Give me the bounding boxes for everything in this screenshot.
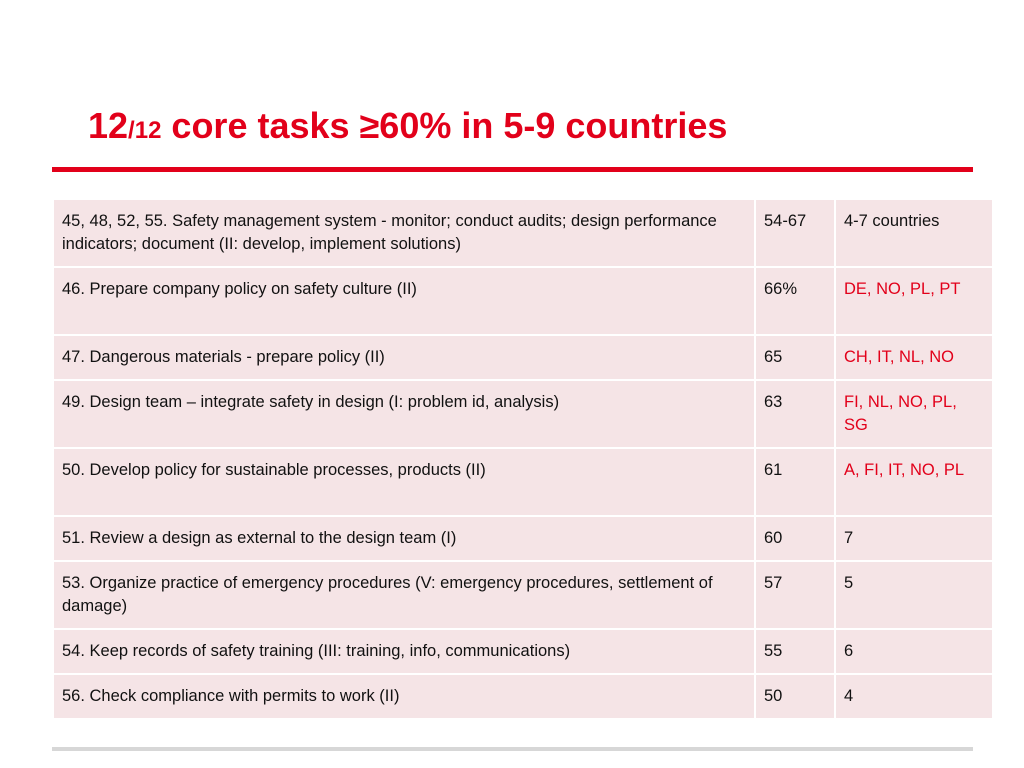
task-cell: 51. Review a design as external to the design team (I)	[53, 516, 755, 561]
tasks-table-container	[52, 198, 992, 720]
task-cell: 53. Organize practice of emergency procedures (V: emergency procedures, settlement of damage)	[53, 561, 755, 629]
countries-cell: 4-7 countries	[835, 199, 993, 267]
percent-cell: 54-67	[755, 199, 835, 267]
title-underline	[52, 167, 973, 172]
percent-cell: 66%	[755, 267, 835, 335]
percent-cell: 63	[755, 380, 835, 448]
footer-divider	[52, 747, 973, 751]
table-row	[53, 380, 993, 448]
task-cell: 49. Design team – integrate safety in design (I: problem id, analysis)	[53, 380, 755, 448]
table-row	[53, 561, 993, 629]
table-row	[53, 516, 993, 561]
percent-cell: 50	[755, 674, 835, 719]
countries-cell: 4	[835, 674, 993, 719]
tasks-table	[52, 198, 994, 720]
table-row	[53, 674, 993, 719]
percent-cell: 65	[755, 335, 835, 380]
countries-cell: 6	[835, 629, 993, 674]
task-cell: 50. Develop policy for sustainable processes, products (II)	[53, 448, 755, 516]
countries-cell: DE, NO, PL, PT	[835, 267, 993, 335]
table-row	[53, 335, 993, 380]
task-cell: 45, 48, 52, 55. Safety management system - monitor; conduct audits; design performance indicators; document (II: develop, implement solutions)	[53, 199, 755, 267]
task-cell: 47. Dangerous materials - prepare policy (II)	[53, 335, 755, 380]
table-row	[53, 448, 993, 516]
countries-cell: 5	[835, 561, 993, 629]
title-text: core tasks ≥60% in 5-9 countries	[161, 105, 728, 146]
countries-cell: FI, NL, NO, PL, SG	[835, 380, 993, 448]
slide-title	[88, 104, 727, 153]
percent-cell: 61	[755, 448, 835, 516]
table-row	[53, 267, 993, 335]
percent-cell: 57	[755, 561, 835, 629]
task-cell: 56. Check compliance with permits to work (II)	[53, 674, 755, 719]
countries-cell: A, FI, IT, NO, PL	[835, 448, 993, 516]
percent-cell: 60	[755, 516, 835, 561]
title-count: 12	[88, 105, 129, 146]
countries-cell: CH, IT, NL, NO	[835, 335, 993, 380]
countries-cell: 7	[835, 516, 993, 561]
percent-cell: 55	[755, 629, 835, 674]
task-cell: 54. Keep records of safety training (III: training, info, communications)	[53, 629, 755, 674]
table-row	[53, 199, 993, 267]
title-total: /12	[128, 117, 162, 144]
table-row	[53, 629, 993, 674]
task-cell: 46. Prepare company policy on safety culture (II)	[53, 267, 755, 335]
